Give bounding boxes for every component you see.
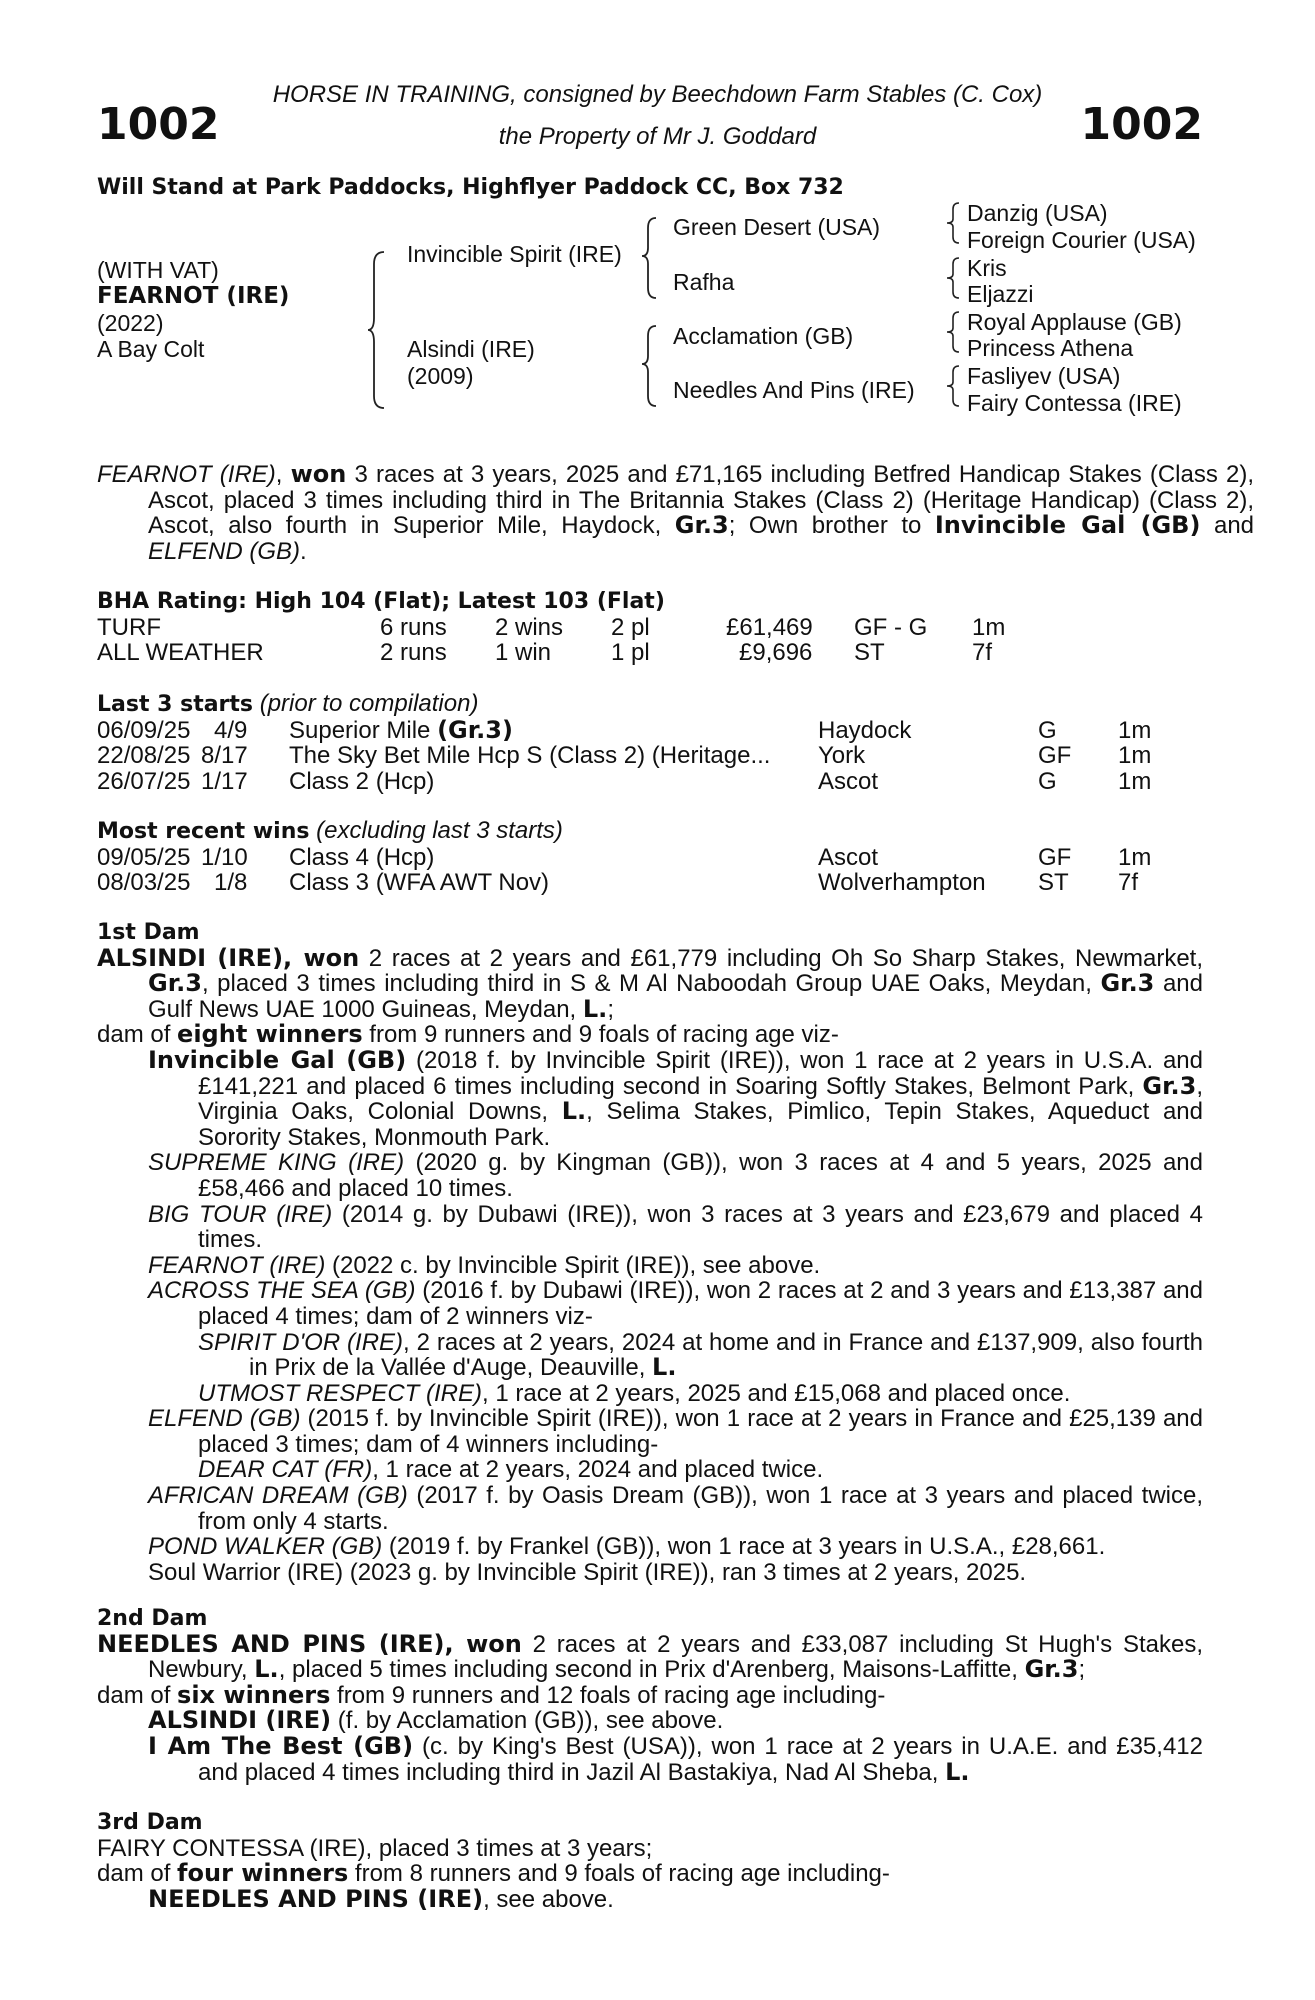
damof-prefix: dam of: [97, 1860, 178, 1888]
start-position: 8/17: [201, 742, 248, 770]
consignment-line: HORSE IN TRAINING, consigned by Beechdown Farm Stables (C. Cox): [272, 81, 1043, 108]
progeny-name: AFRICAN DREAM (GB): [148, 1482, 408, 1510]
start-distance: 1m: [1118, 716, 1152, 744]
gg-royal-applause: Royal Applause (GB): [967, 309, 1182, 335]
grand-progeny-text: , 1 race at 2 years, 2024 and placed twice.: [372, 1456, 824, 1484]
progeny-text: (c. by King's Best (USA)), won 1 race at 2 years in U.A.E. and £35,412 and placed 4 times including third in Jazil Al Bastakiya, Nad Al Sheba,: [198, 1732, 1203, 1786]
win-row: [97, 845, 1203, 871]
progeny-name: SUPREME KING (IRE): [148, 1149, 405, 1177]
gg-fasliyev: Fasliyev (USA): [967, 363, 1121, 389]
start-race: The Sky Bet Mile Hcp S (Class 2) (Heritage...: [289, 742, 771, 770]
rating-runs: 2 runs: [380, 639, 447, 667]
summary-won: won: [290, 460, 347, 488]
win-course: Wolverhampton: [818, 869, 986, 897]
dam1-text: ;: [607, 995, 614, 1023]
horse-description: A Bay Colt: [97, 336, 205, 362]
dam1-heading: 1st Dam: [97, 920, 200, 945]
start-row: [97, 715, 1203, 744]
dam1-won: , won: [283, 943, 360, 972]
progeny-entry: [97, 1253, 1203, 1279]
grand-progeny-entry: [97, 1381, 1203, 1407]
dam2-dam-of: [97, 1680, 1203, 1709]
rating-surface: ALL WEATHER: [97, 639, 264, 667]
win-distance: 1m: [1118, 843, 1152, 871]
third-dam-section: [97, 1810, 1203, 1912]
start-position: 4/9: [214, 716, 248, 744]
start-row: [97, 769, 1203, 795]
progeny-entry: [97, 1278, 1203, 1329]
progeny-text: , Selima Stakes, Pimlico, Tepin Stakes, Aqueduct and Sorority Stakes, Monmouth Park.: [198, 1098, 1203, 1151]
grand-progeny-entry: [97, 1330, 1203, 1381]
start-date: 26/07/25: [97, 767, 191, 795]
start-distance: 1m: [1118, 767, 1152, 795]
win-going: ST: [1038, 869, 1069, 897]
rating-row: [97, 640, 1203, 666]
recent-note: (excluding last 3 starts): [309, 817, 563, 844]
progeny-entry: [97, 1406, 1203, 1457]
summary-sibling-1: Invincible Gal (GB): [934, 511, 1201, 540]
pedigree-bracket-dam: [642, 324, 660, 408]
dam-year: (2009): [407, 363, 474, 389]
win-race: Class 3 (WFA AWT Nov): [289, 869, 550, 897]
dam2-text: , placed 5 times including second in Prix d'Arenberg, Maisons-Laffitte,: [278, 1656, 1025, 1684]
summary-text-2: ; Own brother to: [728, 512, 935, 540]
pedigree-bracket-main: [368, 250, 388, 410]
progeny-entry: [97, 1045, 1203, 1151]
grand-progeny-name: UTMOST RESPECT (IRE): [198, 1379, 483, 1407]
dam2-heading: 2nd Dam: [97, 1606, 208, 1631]
rating-distance: 1m: [972, 613, 1006, 641]
gg-danzig: Danzig (USA): [967, 200, 1108, 226]
damof-winners: four winners: [177, 1859, 349, 1888]
summary-sibling-2: ELFEND (GB): [148, 537, 301, 565]
grand-progeny-text: , 1 race at 2 years, 2025 and £15,068 and placed once.: [482, 1379, 1071, 1407]
recent-title: Most recent wins: [97, 819, 310, 844]
stand-location: Will Stand at Park Paddocks, Highflyer Paddock CC, Box 732: [97, 175, 844, 200]
damof-winners: eight winners: [177, 1020, 363, 1049]
rating-row: [97, 615, 1203, 641]
horse-year: (2022): [97, 310, 164, 336]
first-dam-section: [97, 920, 1203, 1585]
dam: Alsindi (IRE): [407, 336, 535, 362]
gg-kris: Kris: [967, 255, 1007, 281]
progeny-name: FEARNOT (IRE): [148, 1251, 326, 1279]
dam2-text: ;: [1078, 1656, 1086, 1684]
rating-runs: 6 runs: [380, 613, 447, 641]
dam2-text: 2 races at 2 years and £33,087 including St Hugh's Stakes, Newbury,: [148, 1630, 1203, 1684]
start-going: GF: [1038, 742, 1072, 770]
win-position: 1/10: [201, 843, 248, 871]
damof-prefix: dam of: [97, 1681, 178, 1709]
win-date: 09/05/25: [97, 843, 191, 871]
progeny-text: (f. by Acclamation (GB)), see above.: [331, 1707, 724, 1735]
progeny-name: ALSINDI (IRE): [148, 1706, 332, 1735]
progeny-listed: L.: [561, 1097, 587, 1126]
progeny-listed: L.: [945, 1757, 970, 1786]
start-race: Class 2 (Hcp): [289, 767, 435, 795]
progeny-name: NEEDLES AND PINS (IRE): [148, 1884, 484, 1913]
gg-foreign-courier: Foreign Courier (USA): [967, 227, 1196, 253]
win-course: Ascot: [818, 843, 879, 871]
summary-grade: Gr.3: [674, 511, 729, 540]
progeny-entry: [97, 1150, 1203, 1201]
progeny-entry: [97, 1560, 1203, 1586]
dam2-won: , won: [444, 1629, 522, 1658]
dam2-listed: L.: [254, 1655, 279, 1684]
rating-title: BHA Rating: High 104 (Flat); Latest 103 (Flat): [97, 589, 665, 614]
dam1-grade: Gr.3: [148, 969, 202, 998]
progeny-entry: [97, 1708, 1203, 1734]
progeny-name: I Am The Best (GB): [148, 1731, 414, 1760]
grand-progeny-listed: L.: [652, 1353, 677, 1382]
progeny-text: , Virginia Oaks, Colonial Downs,: [198, 1072, 1203, 1126]
progeny-name: BIG TOUR (IRE): [148, 1200, 333, 1228]
damof-winners: six winners: [177, 1680, 331, 1709]
dam1-dam-of: [97, 1022, 1203, 1048]
progeny-name: POND WALKER (GB): [148, 1533, 383, 1561]
progeny-name: Invincible Gal (GB): [148, 1045, 407, 1074]
last-3-starts: [97, 691, 1203, 794]
gg-princess-athena: Princess Athena: [967, 335, 1134, 361]
pedigree-bracket-sire: [642, 216, 660, 300]
dam2-grade: Gr.3: [1024, 1655, 1079, 1684]
win-distance: 7f: [1118, 869, 1139, 897]
rating-placed: 1 pl: [611, 639, 650, 667]
gg-fairy-contessa: Fairy Contessa (IRE): [967, 390, 1182, 416]
damof-suffix: from 9 runners and 9 foals of racing age viz-: [362, 1021, 839, 1049]
start-course: Ascot: [818, 767, 879, 795]
dam1-name: ALSINDI (IRE): [97, 943, 284, 972]
progeny-entry: [97, 1483, 1203, 1534]
pedigree-bracket-gg4: [947, 364, 961, 408]
start-distance: 1m: [1118, 742, 1152, 770]
sire: Invincible Spirit (IRE): [407, 241, 622, 267]
rating-going: ST: [854, 639, 885, 667]
start-position: 1/17: [201, 767, 248, 795]
property-line: the Property of Mr J. Goddard: [498, 123, 817, 150]
damof-suffix: from 9 runners and 12 foals of racing age including-: [330, 1681, 886, 1709]
dam-sire: Acclamation (GB): [673, 323, 854, 349]
progeny-text: , see above.: [483, 1885, 614, 1913]
rating-wins: 2 wins: [495, 613, 564, 641]
progeny-text: (2016 f. by Dubawi (IRE)), won 2 races at 2 and 3 years and £13,387 and placed 4 times; dam of 2 winners viz-: [198, 1277, 1203, 1330]
progeny-text: (2017 f. by Oasis Dream (GB)), won 1 race at 3 years and placed twice, from only 4 starts.: [198, 1482, 1203, 1535]
rating-section: [97, 589, 1203, 666]
start-grade: (Gr.3): [437, 715, 513, 744]
rating-prize: £61,469: [726, 613, 813, 641]
rating-wins: 1 win: [495, 639, 552, 667]
progeny-entry: [97, 1884, 1203, 1913]
summary-text: 3 races at 3 years, 2025 and £71,165 including Betfred Handicap Stakes (Class 2), Ascot, placed 3 times including third in The Britannia Stakes (Class 2) (Heritage Handicap) (Class 2), Ascot, also fourth in Superior Mile, Haydock,: [148, 461, 1254, 540]
grand-progeny-entry: [97, 1457, 1203, 1483]
summary-text-3: and: [1200, 512, 1255, 540]
most-recent-wins: [97, 818, 1203, 896]
rating-prize: £9,696: [739, 639, 813, 667]
grand-progeny-text: , 2 races at 2 years, 2024 at home and in France and £137,909, also fourth in Prix de la Vallée d'Auge, Deauville,: [249, 1328, 1203, 1382]
start-race: [289, 715, 513, 744]
dam1-text: and Gulf News UAE 1000 Guineas, Meydan,: [148, 970, 1203, 1023]
progeny-grade: Gr.3: [1142, 1071, 1197, 1100]
dam1-listed: L.: [582, 994, 608, 1023]
start-date: 22/08/25: [97, 742, 191, 770]
win-going: GF: [1038, 843, 1072, 871]
pedigree-bracket-gg2: [947, 256, 961, 300]
last3-note: (prior to compilation): [253, 690, 479, 717]
rating-going: GF - G: [854, 613, 928, 641]
rating-distance: 7f: [972, 639, 993, 667]
start-course: Haydock: [818, 716, 912, 744]
dam3-record: FAIRY CONTESSA (IRE), placed 3 times at 3 years;: [97, 1834, 653, 1862]
last3-title: Last 3 starts: [97, 692, 254, 717]
progeny-entry: [97, 1731, 1203, 1786]
start-course: York: [818, 742, 866, 770]
win-date: 08/03/25: [97, 869, 191, 897]
dam1-text: 2 races at 2 years and £61,779 including Oh So Sharp Stakes, Newmarket,: [359, 944, 1204, 972]
damof-prefix: dam of: [97, 1021, 178, 1049]
progeny-text: (2018 f. by Invincible Spirit (IRE)), won 1 race at 2 years in U.S.A. and £141,221 and placed 6 times including second in Soaring Softly Stakes, Belmont Park,: [198, 1046, 1203, 1100]
start-race-name: Superior Mile: [289, 716, 438, 744]
dam3-dam-of: [97, 1861, 1203, 1887]
progeny-text: (2014 g. by Dubawi (IRE)), won 3 races at 3 years and £23,679 and placed 4 times.: [198, 1200, 1203, 1254]
win-race: Class 4 (Hcp): [289, 843, 435, 871]
progeny-text: (2022 c. by Invincible Spirit (IRE)), see above.: [325, 1251, 821, 1279]
progeny-name: ACROSS THE SEA (GB): [148, 1277, 416, 1305]
progeny-text: (2020 g. by Kingman (GB)), won 3 races at 4 and 5 years, 2025 and £58,466 and placed 10 times.: [198, 1149, 1203, 1202]
damof-suffix: from 8 runners and 9 foals of racing age including-: [348, 1860, 890, 1888]
dam1-text: , placed 3 times including third in S & M Al Naboodah Group UAE Oaks, Meydan,: [201, 970, 1101, 998]
win-position: 1/8: [214, 869, 248, 897]
summary-horse-name: FEARNOT (IRE): [97, 461, 276, 488]
sire-sire: Green Desert (USA): [673, 214, 881, 240]
start-going: G: [1038, 767, 1057, 795]
summary-text-4: .: [300, 537, 307, 565]
race-summary: FEARNOT (IRE), won 3 races at 3 years, 2025 and £71,165 including Betfred Handicap Stakes (Class 2), Ascot, placed 3 times including third in The Britannia Stakes (Class 2) (Heritage Handicap) (Class 2), Ascot, also fourth in Superior Mile, Haydock, Gr.3; Own brother to Invincible Gal (GB) and ELFEND (GB).: [97, 460, 1255, 565]
grand-progeny-name: DEAR CAT (FR): [198, 1456, 373, 1484]
sire-dam: Rafha: [673, 269, 735, 295]
lot-number-left: 1002: [97, 99, 220, 150]
rating-placed: 2 pl: [611, 613, 650, 641]
dam2-name: NEEDLES AND PINS (IRE): [97, 1629, 445, 1658]
progeny-name: ELFEND (GB): [148, 1405, 301, 1433]
progeny-entry: [97, 1202, 1203, 1253]
dam1-grade: Gr.3: [1100, 969, 1155, 998]
progeny-text: (2015 f. by Invincible Spirit (IRE)), won 1 race at 2 years in France and £25,139 and placed 3 times; dam of 4 winners including-: [198, 1405, 1203, 1458]
grand-progeny-name: SPIRIT D'OR (IRE): [198, 1328, 404, 1356]
vat-note: (WITH VAT): [97, 257, 219, 283]
dam3-heading: 3rd Dam: [97, 1810, 203, 1835]
start-date: 06/09/25: [97, 716, 191, 744]
start-row: [97, 743, 1203, 769]
progeny-text: (2019 f. by Frankel (GB)), won 1 race at 3 years in U.S.A., £28,661.: [382, 1533, 1106, 1561]
dam2-record: [97, 1629, 1203, 1684]
pedigree-bracket-gg1: [947, 201, 961, 245]
gg-eljazzi: Eljazzi: [967, 281, 1034, 307]
progeny-entry: [97, 1534, 1203, 1560]
pedigree-bracket-gg3: [947, 310, 961, 354]
second-dam-section: [97, 1606, 1203, 1785]
rating-surface: TURF: [97, 613, 161, 641]
lot-number-right: 1002: [1080, 99, 1203, 150]
dam-dam: Needles And Pins (IRE): [673, 377, 915, 403]
win-row: [97, 870, 1203, 896]
horse-name: FEARNOT (IRE): [97, 283, 290, 309]
progeny-text: Soul Warrior (IRE) (2023 g. by Invincible Spirit (IRE)), ran 3 times at 2 years, 2025.: [148, 1558, 1027, 1586]
start-going: G: [1038, 716, 1057, 744]
dam1-record: [97, 943, 1204, 1023]
